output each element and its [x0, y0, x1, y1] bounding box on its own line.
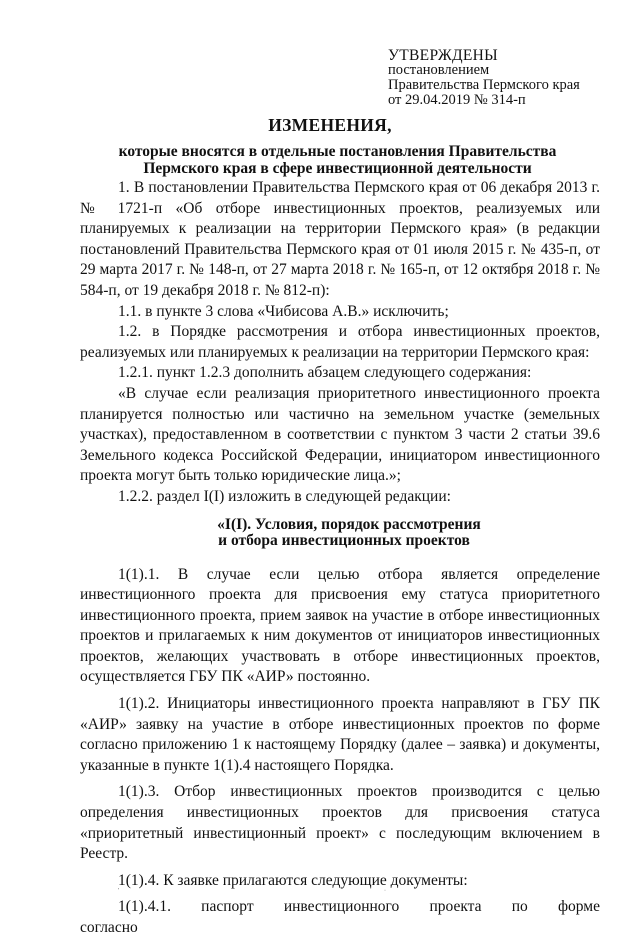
- scan-mark: ·: [384, 888, 386, 894]
- paragraph: 1.2.1. пункт 1.2.3 дополнить абзацем следующего содержания:: [118, 364, 532, 382]
- approval-line: постановлением: [388, 62, 490, 78]
- document-heading: [0, 115, 640, 177]
- list-item: 1(1).4. К заявке прилагаются следующие документы:: [118, 871, 468, 889]
- document-subtitle: Пермского края в сфере инвестиционной деятельности: [143, 160, 532, 177]
- paragraph: 1. В постановлении Правительства Пермского края от 06 декабря 2013 г. № 1721-п «Об отборе инвестиционных проектов, реализуемых или планируемых к реализации на территории Пермского края» (в редакции постановлений Правительства Пермского края от 01 июля 2015 г. № 435-п, от 29 марта 2017 г. № 148-п, от 27 марта 2018 г. № 165-п, от 12 октября 2018 г. № 584-п, от 19 декабря 2018 г. № 812-п):: [80, 179, 600, 299]
- document-body: [80, 178, 600, 939]
- section-title: и отбора инвестиционных проектов: [218, 531, 470, 549]
- document-title: ИЗМЕНЕНИЯ,: [268, 115, 392, 135]
- list-item: 1(1).4.1. паспорт инвестиционного проекта по форме согласно: [80, 898, 600, 936]
- paragraph: 1.2. в Порядке рассмотрения и отбора инвестиционных проектов, реализуемых или планируемых к реализации на территории Пермского края:: [80, 323, 600, 361]
- document-subtitle: которые вносятся в отдельные постановления Правительства: [118, 143, 557, 160]
- list-item: 1(1).1. В случае если целью отбора является определение инвестиционного проекта для присвоения ему статуса приоритетного инвестиционного проекта, прием заявок на участие в отборе инвестиционных проектов и прилагаемых к ним документов от инициаторов инвестиционных проектов, желающих участвовать в отборе инвестиционных проектов, осуществляется ГБУ ПК «АИР» постоянно.: [80, 565, 600, 686]
- paragraph: 1.2.2. раздел I(I) изложить в следующей редакции:: [118, 487, 451, 505]
- section-heading: [80, 517, 600, 549]
- scan-mark: ': [118, 888, 120, 894]
- list-item: 1(1).3. Отбор инвестиционных проектов производится с целью определения инвестиционных проектов для присвоения статуса «приоритетный инвестиционный проект» с последующим включением в Реестр.: [80, 783, 600, 863]
- quoted-paragraph: «В случае если реализация приоритетного инвестиционного проекта планируется полностью или частично на земельном участке (земельных участках), предоставленном в соответствии с пунктом 3 части 2 статьи 39.6 Земельного кодекса Российской Федерации, инициатором инвестиционного проекта могут быть только юридические лица.»;: [80, 384, 600, 485]
- approval-date-number: от 29.04.2019 № 314-п: [388, 92, 526, 108]
- section-title: «I(I). Условия, порядок рассмотрения: [217, 515, 481, 533]
- approval-title: УТВЕРЖДЕНЫ: [388, 47, 498, 64]
- approval-stamp: [388, 48, 628, 108]
- approval-line: Правительства Пермского края: [388, 77, 580, 93]
- paragraph: 1.1. в пункте 3 слова «Чибисова А.В.» исключить;: [118, 302, 449, 320]
- list-item: 1(1).2. Инициаторы инвестиционного проекта направляют в ГБУ ПК «АИР» заявку на участие в отборе инвестиционных проектов по форме согласно приложению 1 к настоящему Порядку (далее – заявка) и документы, указанные в пункте 1(1).4 настоящего Порядка.: [80, 695, 600, 774]
